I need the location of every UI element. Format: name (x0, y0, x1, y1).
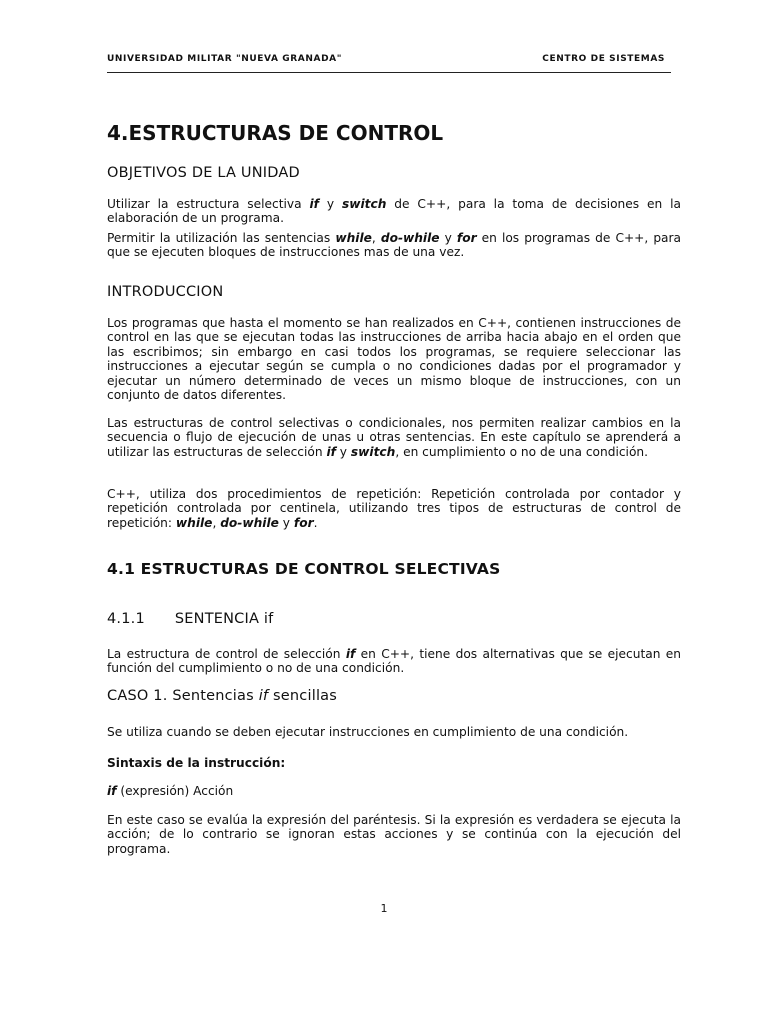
objetivos-paragraph-2: Permitir la utilización las sentencias while, do-while y for en los programas de C++, para que se ejecuten bloques de instrucciones mas de una vez. (107, 231, 682, 260)
section-4-1-1-title: SENTENCIA if (174, 611, 274, 627)
section-4-1-heading: 4.1 ESTRUCTURAS DE CONTROL SELECTIVAS (107, 560, 501, 578)
sintaxis-example: if (expresión) Acción (107, 784, 234, 798)
header-department: CENTRO DE SISTEMAS (542, 54, 665, 64)
objetivos-heading: OBJETIVOS DE LA UNIDAD (107, 165, 300, 181)
objetivos-paragraph-1: Utilizar la estructura selectiva if y switch de C++, para la toma de decisiones en la elaboración de un programa. (107, 197, 681, 226)
chapter-title: 4.ESTRUCTURAS DE CONTROL (107, 121, 444, 145)
section-4-1-1-number: 4.1.1 (107, 611, 145, 627)
introduccion-paragraph-2: Las estructuras de control selectivas o condicionales, nos permiten realizar cambios en la secuencia o flujo de ejecución de unas u otras sentencias. En este capítulo se aprenderá a utilizar las estructuras de selección if y switch, en cumplimiento o no de una condición. (107, 416, 681, 459)
section-4-1-1-heading (107, 611, 681, 627)
section-4-1-1-paragraph: La estructura de control de selección if en C++, tiene dos alternativas que se ejecutan en función del cumplimiento o no de una condición. (107, 647, 682, 676)
caso-1-heading: CASO 1. Sentencias if sencillas (107, 688, 338, 704)
sintaxis-label: Sintaxis de la instrucción: (107, 756, 286, 770)
caso-1-paragraph: Se utiliza cuando se deben ejecutar instrucciones en cumplimiento de una condición. (107, 725, 629, 739)
caso-1-explanation: En este caso se evalúa la expresión del paréntesis. Si la expresión es verdadera se ejecuta la acción; de lo contrario se ignoran estas acciones y se continúa con la ejecución del programa. (107, 813, 681, 856)
introduccion-paragraph-1: Los programas que hasta el momento se han realizados en C++, contienen instrucciones de control en las que se ejecutan todas las instrucciones de arriba hacia abajo en el orden que las escribimos; sin embargo en casi todos los programas, se requiere seleccionar las instrucciones a ejecutar según se cumpla o no condiciones dadas por el programador y ejecutar un número determinado de veces un mismo bloque de instrucciones, con un conjunto de datos diferentes. (107, 316, 681, 403)
page-number: 1 (380, 902, 388, 915)
header-institution: UNIVERSIDAD MILITAR "NUEVA GRANADA" (107, 54, 342, 64)
introduccion-heading: INTRODUCCION (107, 284, 224, 300)
introduccion-paragraph-3: C++, utiliza dos procedimientos de repetición: Repetición controlada por contador y repetición controlada por centinela, utilizando tres tipos de estructuras de control de repetición: while, do-while y for. (107, 487, 681, 530)
header-divider (107, 72, 671, 73)
